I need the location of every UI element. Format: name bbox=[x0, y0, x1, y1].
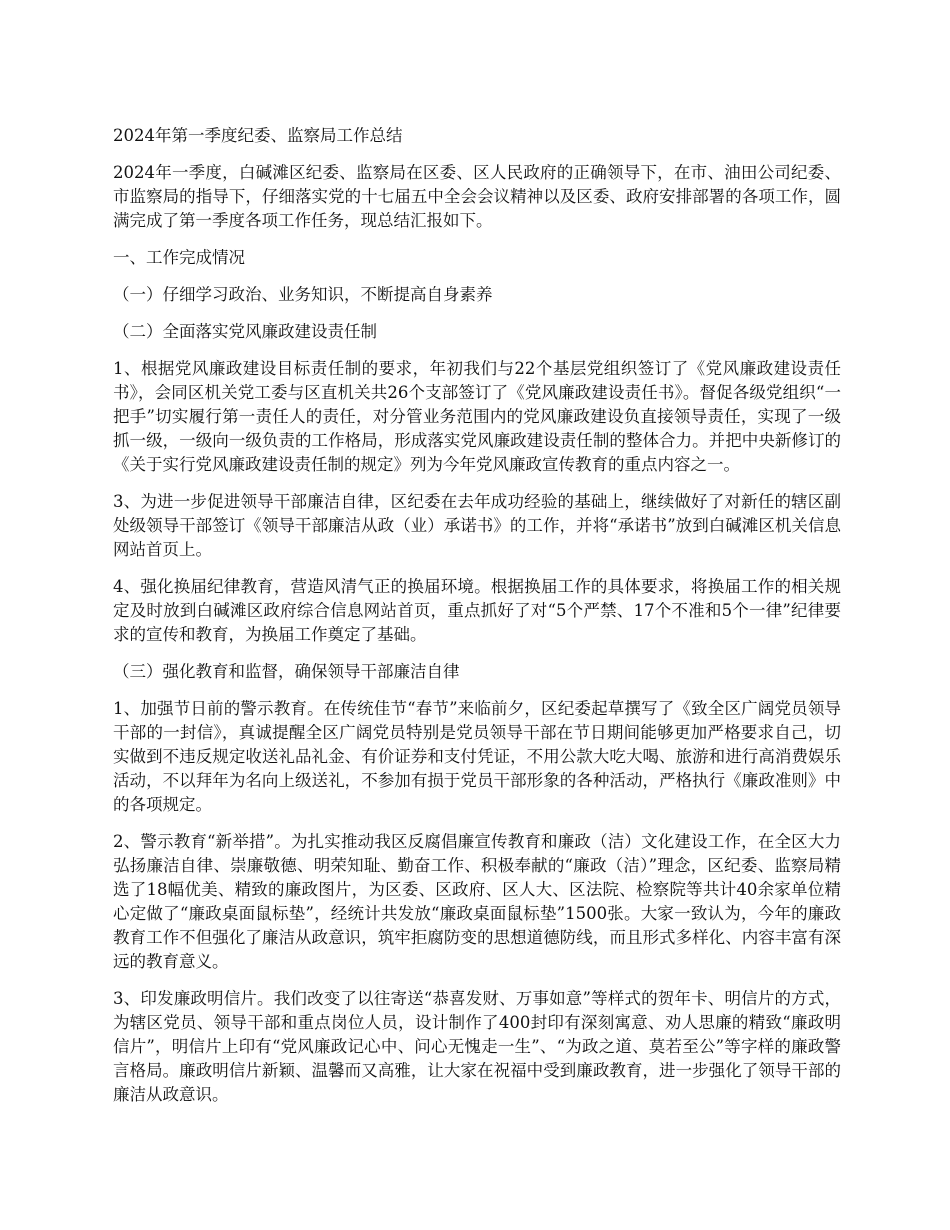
subsection-heading-2: （二）全面落实党风廉政建设责任制 bbox=[113, 322, 377, 341]
intro-paragraph: 2024年一季度，白碱滩区纪委、监察局在区委、区人民政府的正确领导下，在市、油田公司纪委、市监察局的指导下，仔细落实党的十七届五中全会会议精神以及区委、政府安排部署的各项工作，圆满完成了第一季度各项工作任务，现总结汇报如下。 bbox=[113, 163, 841, 230]
paragraph-self-discipline: 3、为进一步促进领导干部廉洁自律，区纪委在去年成功经验的基础上，继续做好了对新任的辖区副处级领导干部签订《领导干部廉洁从政（业）承诺书》的工作，并将“承诺书”放到白碱滩区机关信息网站首页上。 bbox=[113, 492, 841, 559]
document-title: 2024年第一季度纪委、监察局工作总结 bbox=[113, 126, 403, 145]
paragraph-holiday-warning: 1、加强节日前的警示教育。在传统佳节“春节”来临前夕，区纪委起草撰写了《致全区广阔党员领导干部的一封信》，真诚提醒全区广阔党员特别是党员领导干部在节日期间能够更加严格要求自己，切实做到不违反规定收送礼品礼金、有价证券和支付凭证，不用公款大吃大喝、旅游和进行高消费娱乐活动，不以拜年为名向上级送礼，不参加有损于党员干部形象的各种活动，严格执行《廉政准则》中的各项规定。 bbox=[113, 699, 841, 814]
subsection-heading-1: （一）仔细学习政治、业务知识，不断提高自身素养 bbox=[113, 285, 493, 304]
document-page bbox=[113, 124, 841, 1120]
paragraph-responsibility: 1、根据党风廉政建设目标责任制的要求，年初我们与22个基层党组织签订了《党风廉政建设责任书》，会同区机关党工委与区直机关共26个支部签订了《党风廉政建设责任书》。督促各级党组织“一把手”切实履行第一责任人的责任，对分管业务范围内的党风廉政建设负直接领导责任，实现了一级抓一级，一级向一级负责的工作格局，形成落实党风廉政建设责任制的整体合力。并把中央新修订的《关于实行党风廉政建设责任制的规定》列为今年党风廉政宣传教育的重点内容之一。 bbox=[113, 359, 841, 474]
paragraph-election-discipline: 4、强化换届纪律教育，营造风清气正的换届环境。根据换届工作的具体要求，将换届工作的相关规定及时放到白碱滩区政府综合信息网站首页，重点抓好了对“5个严禁、17个不准和5个一律”纪律要求的宣传和教育，为换届工作奠定了基础。 bbox=[113, 577, 841, 644]
subsection-heading-3: （三）强化教育和监督，确保领导干部廉洁自律 bbox=[113, 662, 460, 681]
paragraph-new-measures: 2、警示教育“新举措”。为扎实推动我区反腐倡廉宣传教育和廉政（洁）文化建设工作，在全区大力弘扬廉洁自律、崇廉敬德、明荣知耻、勤奋工作、积极奉献的“廉政（洁）”理念，区纪委、监察局精选了18幅优美、精致的廉政图片，为区委、区政府、区人大、区法院、检察院等共计40余家单位精心定做了“廉政桌面鼠标垫”，经统计共发放“廉政桌面鼠标垫”1500张。大家一致认为，今年的廉政教育工作不但强化了廉洁从政意识，筑牢拒腐防变的思想道德防线，而且形式多样化、内容丰富有深远的教育意义。 bbox=[113, 832, 841, 971]
paragraph-postcards: 3、印发廉政明信片。我们改变了以往寄送“恭喜发财、万事如意”等样式的贺年卡、明信片的方式，为辖区党员、领导干部和重点岗位人员，设计制作了400封印有深刻寓意、劝人思廉的精致“廉政明信片”，明信片上印有“党风廉政记心中、问心无愧走一生”、“为政之道、莫若至公”等字样的廉政警言格局。廉政明信片新颖、温馨而又高雅，让大家在祝福中受到廉政教育，进一步强化了领导干部的廉洁从政意识。 bbox=[113, 989, 841, 1104]
section-heading-1: 一、工作完成情况 bbox=[113, 248, 245, 267]
